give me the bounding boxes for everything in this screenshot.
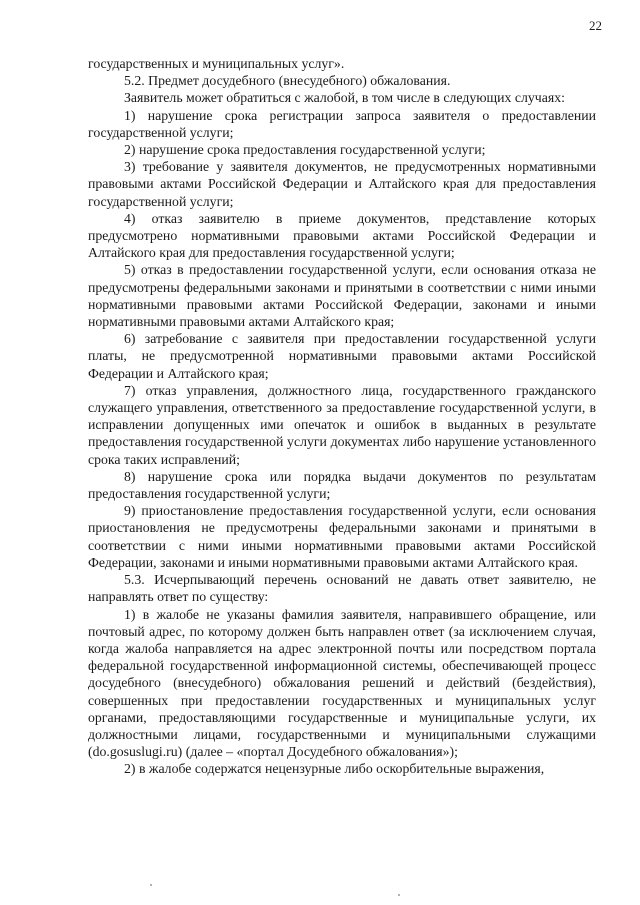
section-heading-5-3: 5.3. Исчерпывающий перечень оснований не давать ответ заявителю, не направлять ответ по существу: <box>88 572 596 605</box>
paragraph-0: государственных и муниципальных услуг». <box>88 56 345 71</box>
list-item-7: 7) отказ управления, должностного лица, государственного гражданского служащего управления, ответственного за предоставление государственной услуги, в исправлении допущенных ими опечаток и ошибок в выданных в результате предоставления государственной услуги документах либо нарушение установленного срока таких исправлений; <box>88 382 596 467</box>
list-item-8: 8) нарушение срока или порядка выдачи документов по результатам предоставления государственной услуги; <box>88 468 596 502</box>
document-body <box>88 55 596 778</box>
list-item-6: 6) затребование с заявителя при предоставлении государственной услуги платы, не предусмотренной нормативными правовыми актами Российской Федерации и Алтайского края; <box>88 331 596 381</box>
list-item-1: 1) нарушение срока регистрации запроса заявителя о предоставлении государственной услуги; <box>88 107 596 140</box>
list-item-4: 4) отказ заявителю в приеме документов, представление которых предусмотрено нормативными правовыми актами Российской Федерации и Алтайского края для предоставления государственной услуги; <box>88 210 596 261</box>
list-item-2: 2) нарушение срока предоставления государственной услуги; <box>124 142 486 158</box>
list-item-5: 5) отказ в предоставлении государственной услуги, если основания отказа не предусмотрены федеральными законами и принятыми в соответствии с ними иными нормативными правовыми актами Российской Федерации, законами и иными нормативными правовыми актами Алтайского края; <box>88 262 596 330</box>
list-item-9: 9) приостановление предоставления государственной услуги, если основания приостановления не предусмотрены федеральными законами и принятыми в соответствии с ними иными нормативными правовыми актами Российской Федерации, законами и иными нормативными правовыми актами Алтайского края. <box>88 503 596 570</box>
scan-speck <box>150 884 152 886</box>
paragraph-intro: Заявитель может обратиться с жалобой, в том числе в следующих случаях: <box>124 90 565 106</box>
list-item-3: 3) требование у заявителя документов, не предусмотренных нормативными правовыми актами Российской Федерации и Алтайского края для предоставления государственной услуги; <box>88 159 596 209</box>
list-item-5-3-2: 2) в жалобе содержатся нецензурные либо оскорбительные выражения, <box>124 761 545 777</box>
page-number: 22 <box>589 18 602 33</box>
section-heading-5-2: 5.2. Предмет досудебного (внесудебного) обжалования. <box>124 73 451 89</box>
scan-speck <box>398 894 400 896</box>
list-item-5-3-1: 1) в жалобе не указаны фамилия заявителя, направившего обращение, или почтовый адрес, по которому должен быть направлен ответ (за исключением случая, когда жалоба направляется на адрес электронной почты или посредством портала федеральной государственной информационной системы, обеспечивающей процесс досудебного (внесудебного) обжалования решений и действий (бездействия), совершенных при предоставлении государственных и муниципальных услуг органами, предоставляющими государственные и муниципальные услуги, их должностными лицами, государственными и муниципальными служащими (do.gosuslugi.ru) (далее – «портал Досудебного обжалования»); <box>88 606 596 760</box>
